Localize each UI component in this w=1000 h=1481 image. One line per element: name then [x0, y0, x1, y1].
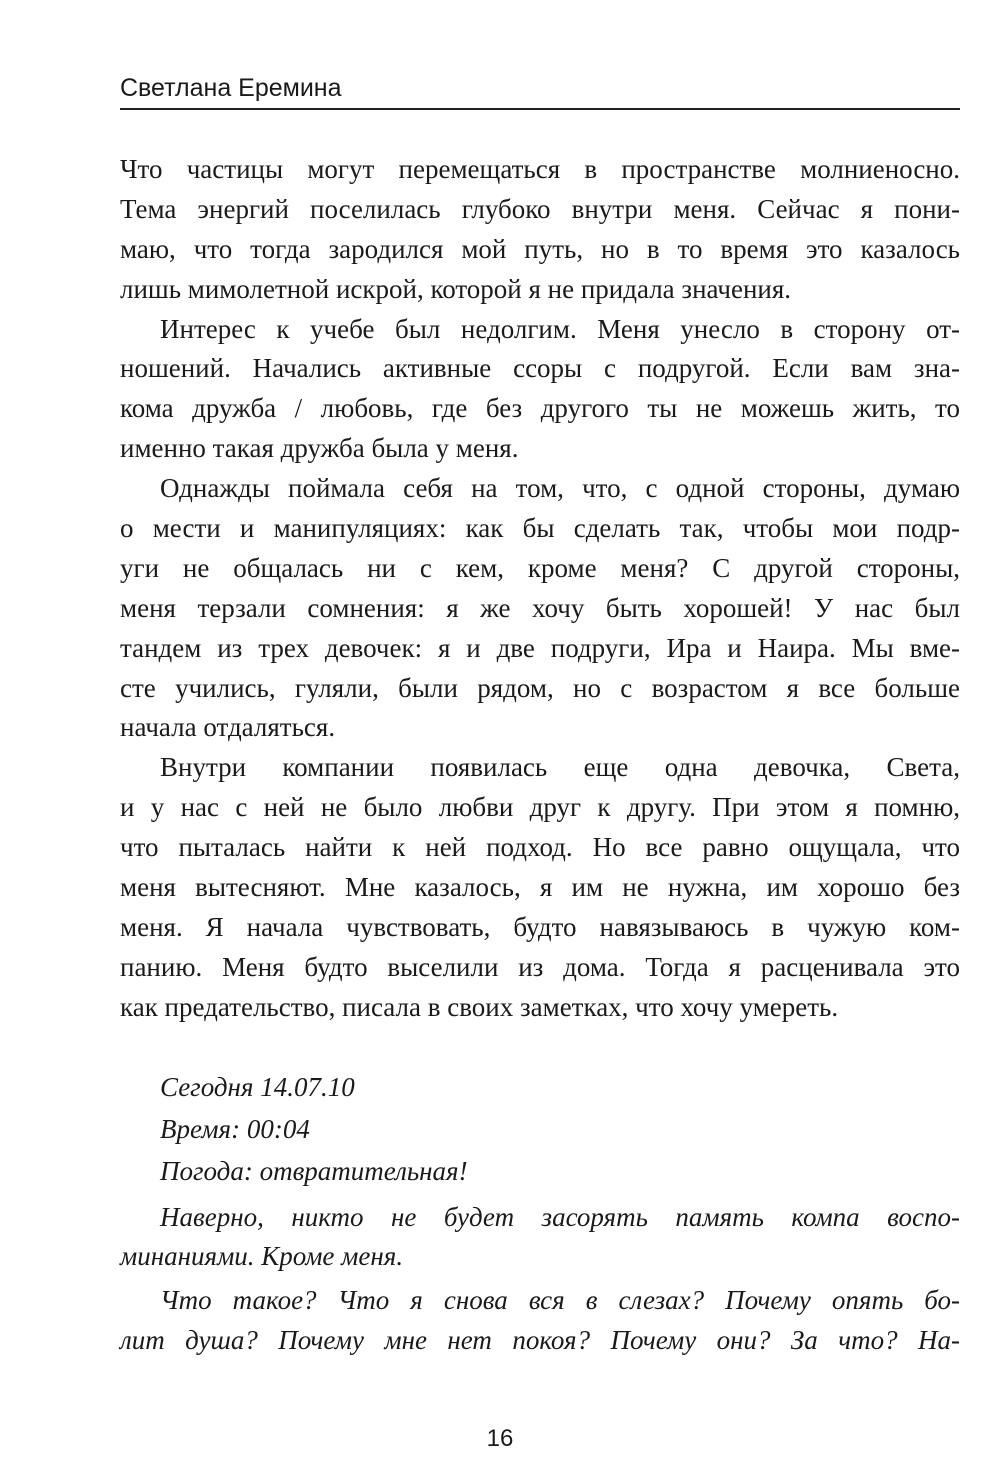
paragraph	[120, 748, 960, 1027]
text-line: меня. Я начала чувствовать, будто навязываюсь в чужую ком-	[120, 911, 960, 942]
text-line: лишь мимолетной искрой, которой я не придала значения.	[120, 273, 792, 304]
running-header	[120, 72, 960, 110]
text-line: именно такая дружба была у меня.	[120, 433, 519, 464]
diary-paragraph	[120, 1198, 960, 1278]
text-line: как предательство, писала в своих заметках, что хочу умереть.	[120, 991, 839, 1022]
text-line: лит душа? Почему мне нет покоя? Почему они? За что? На-	[120, 1325, 960, 1356]
text-line: Однажды поймала себя на том, что, с одной стороны, думаю	[160, 473, 960, 504]
diary-paragraph	[120, 1281, 960, 1361]
page-number: 16	[486, 1425, 514, 1452]
text-line: Интерес к учебе был недолгим. Меня унесло в сторону от-	[160, 313, 960, 344]
paragraph	[120, 310, 960, 470]
text-line: уги не общалась ни с кем, кроме меня? С другой стороны,	[120, 552, 960, 583]
text-line: что пыталась найти к ней подход. Но все равно ощущала, что	[120, 832, 960, 863]
text-line: тандем из трех девочек: я и две подруги, Ира и Наира. Мы вме-	[120, 632, 960, 663]
text-line: Внутри компании появилась еще одна девочка, Света,	[160, 752, 960, 783]
text-line: панию. Меня будто выселили из дома. Тогда я расценивала это	[120, 951, 960, 982]
author-name: Светлана Еремина	[120, 74, 342, 102]
text-line: Наверно, никто не будет засорять память компа воспо-	[160, 1201, 960, 1232]
text-line: Погода: отвратительная!	[160, 1155, 468, 1186]
text-line: меня вытесняют. Мне казалось, я им не нужна, им хорошо без	[120, 872, 960, 903]
paragraph	[120, 150, 960, 310]
text-line: ношений. Начались активные ссоры с подругой. Если вам зна-	[120, 353, 960, 384]
text-line: Сегодня 14.07.10	[160, 1071, 355, 1102]
page-body	[120, 150, 960, 1361]
text-line: Тема энергий поселилась глубоко внутри меня. Сейчас я пони-	[120, 193, 960, 224]
text-line: о мести и манипуляциях: как бы сделать так, чтобы мои подр-	[120, 513, 960, 544]
paragraph	[120, 469, 960, 748]
text-line: начала отдаляться.	[120, 712, 336, 743]
text-line: кома дружба / любовь, где без другого ты не можешь жить, то	[120, 393, 960, 424]
text-line: меня терзали сомнения: я же хочу быть хорошей! У нас был	[120, 592, 960, 623]
text-line: сте учились, гуляли, были рядом, но с возрастом я все больше	[120, 672, 960, 703]
text-line: маю, что тогда зародился мой путь, но в то время это казалось	[120, 233, 960, 264]
diary-meta	[120, 1066, 960, 1192]
text-line: и у нас с ней не было любви друг к другу. При этом я помню,	[120, 792, 960, 823]
diary-entry	[120, 1066, 960, 1362]
text-line: Время: 00:04	[160, 1113, 310, 1144]
text-line: минаниями. Кроме меня.	[120, 1241, 404, 1272]
text-line: Что такое? Что я снова вся в слезах? Почему опять бо-	[160, 1285, 960, 1316]
text-line: Что частицы могут перемещаться в пространстве молниеносно.	[120, 154, 960, 184]
